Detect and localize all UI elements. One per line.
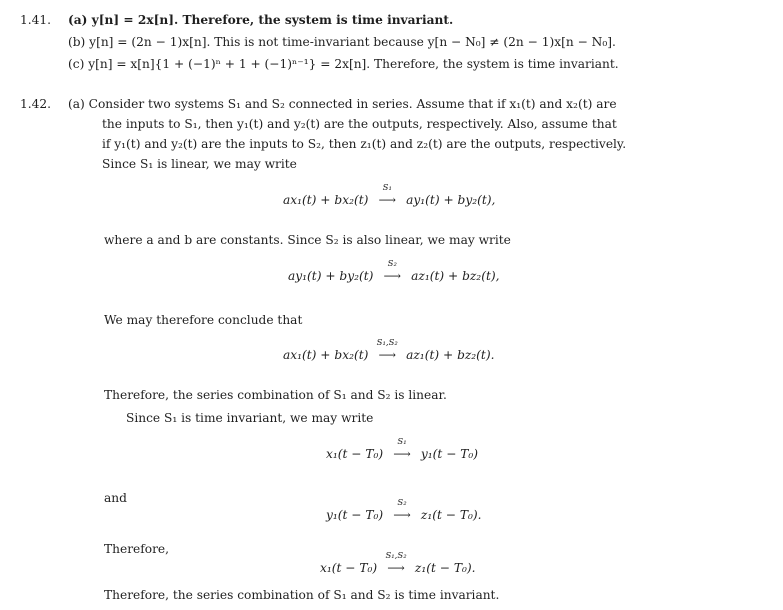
eq2-left: ay₁(t) + by₂(t) [288,269,374,283]
equation-series-linear [283,338,495,363]
eq6-left: x₁(t − T₀) [320,561,378,575]
eq5-left: y₁(t − T₀) [326,508,384,522]
equation-series-time-invariant [320,551,476,576]
eq1-left: ax₁(t) + bx₂(t) [283,193,369,207]
problem-1-42-para1-line1: (a) Consider two systems S₁ and S₂ connected in series. Assume that if x₁(t) and x₂(t) are [68,97,617,111]
problem-1-41-part-a: (a) y[n] = 2x[n]. Therefore, the system is time invariant. [68,13,454,27]
eq6-right: z₁(t − T₀). [414,561,476,575]
eq4-right: y₁(t − T₀) [420,447,479,461]
eq5-right: z₁(t − T₀). [420,508,482,522]
equation-linearity-s1 [283,183,496,208]
system-arrow [372,183,402,208]
eq3-left: ax₁(t) + bx₂(t) [283,348,369,362]
arrow-label: S₂ [387,259,397,269]
problem-1-41-part-c: (c) y[n] = x[n]{1 + (−1)ⁿ + 1 + (−1)ⁿ⁻¹} = 2x[n]. Therefore, the system is time invariant. [68,57,619,71]
arrow-label: S₁,S₂ [385,551,407,561]
system-arrow [387,498,417,523]
text-series-linear: Therefore, the series combination of S₁ and S₂ is linear. [104,388,447,402]
equation-time-invariance-s1 [326,437,479,462]
problem-1-42-para1-line3: if y₁(t) and y₂(t) are the inputs to S₂, then z₁(t) and z₂(t) are the outputs, respectively. [102,137,627,151]
system-arrow [372,338,402,363]
system-arrow [387,437,417,462]
text-and: and [104,491,127,505]
problem-number-1-42: 1.42. [20,97,52,111]
problem-number-1-41: 1.41. [20,13,52,27]
eq3-right: az₁(t) + bz₂(t). [406,348,495,362]
text-constants: where a and b are constants. Since S₂ is also linear, we may write [104,233,511,247]
right-arrow-icon: ⟶ [378,348,396,362]
problem-1-41-part-b: (b) y[n] = (2n − 1)x[n]. This is not time-invariant because y[n − N₀] ≠ (2n − 1)x[n − N₀]. [68,35,616,49]
right-arrow-icon: ⟶ [393,447,411,461]
system-arrow [381,551,411,576]
right-arrow-icon: ⟶ [387,561,405,575]
eq1-right: ay₁(t) + by₂(t), [406,193,496,207]
arrow-label: S₁ [397,437,407,447]
right-arrow-icon: ⟶ [393,508,411,522]
problem-1-42-para1-line2: the inputs to S₁, then y₁(t) and y₂(t) are the outputs, respectively. Also, assume that [102,117,617,131]
arrow-label: S₁ [382,183,392,193]
eq2-right: az₁(t) + bz₂(t), [411,269,500,283]
text-conclude: We may therefore conclude that [104,313,303,327]
text-series-time-invariant: Therefore, the series combination of S₁ and S₂ is time invariant. [104,588,500,602]
problem-1-42-para1-line4: Since S₁ is linear, we may write [102,157,297,171]
text-time-invariant-s1: Since S₁ is time invariant, we may write [126,411,374,425]
eq4-left: x₁(t − T₀) [326,447,384,461]
equation-time-invariance-s2 [326,498,482,523]
text-therefore: Therefore, [104,542,169,556]
system-arrow [377,259,407,284]
right-arrow-icon: ⟶ [383,269,401,283]
right-arrow-icon: ⟶ [378,193,396,207]
arrow-label: S₂ [397,498,407,508]
equation-linearity-s2 [288,259,500,284]
arrow-label: S₁,S₂ [376,338,398,348]
